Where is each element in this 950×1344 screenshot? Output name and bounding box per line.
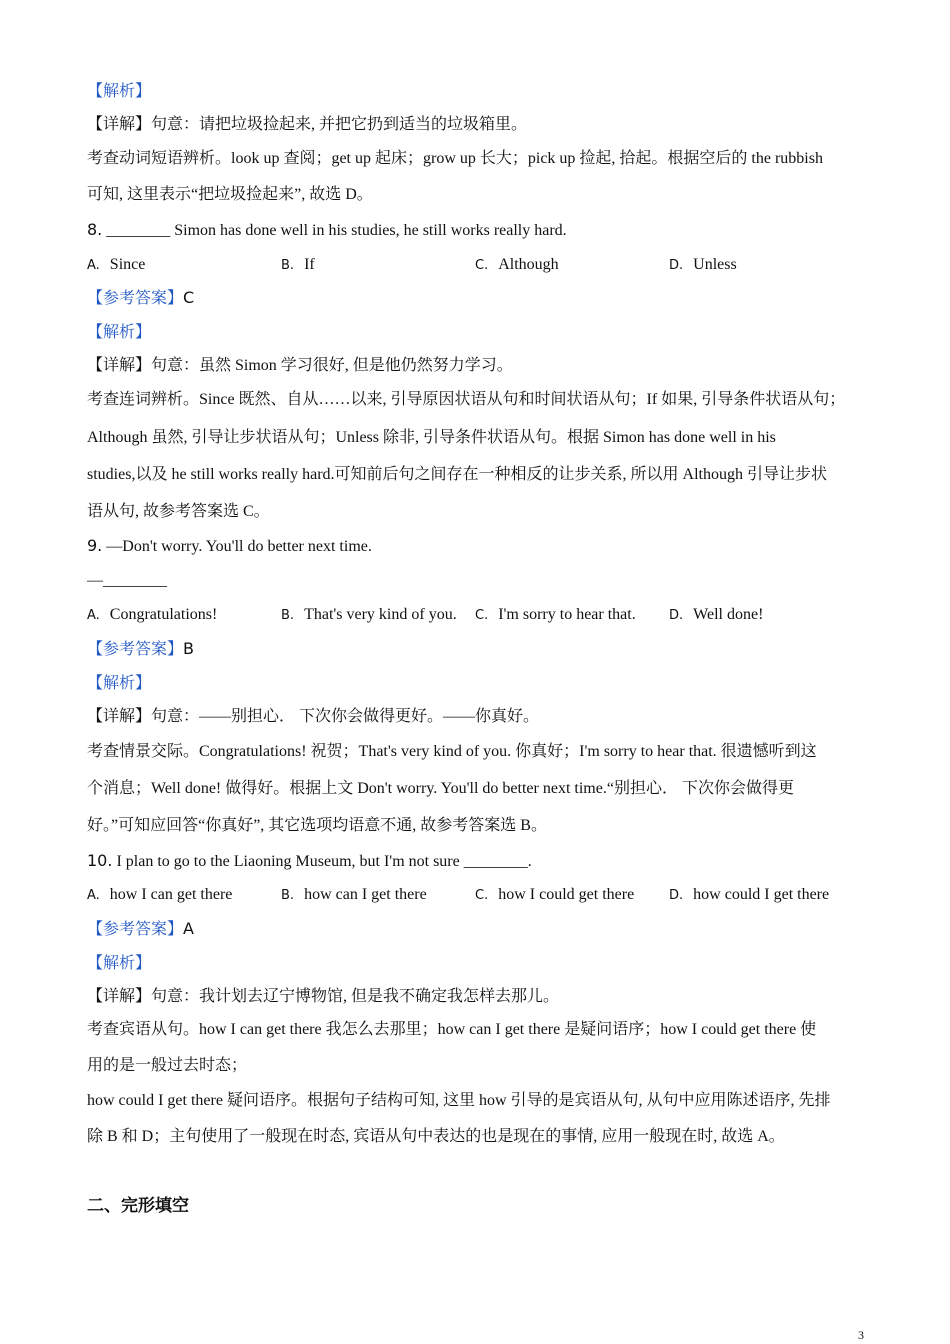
q9-option-a xyxy=(87,605,281,626)
q10-option-c xyxy=(475,885,669,906)
section-title: 二、完形填空 xyxy=(87,1196,189,1216)
q8-option-a xyxy=(87,255,281,276)
q8-analysis-line: Although 虽然, 引导让步状语从句；Unless 除非, 引导条件状语从句。根据 Simon has done well in his xyxy=(87,429,776,446)
option-text: Congratulations! xyxy=(109,606,218,623)
q9-answer xyxy=(87,639,194,660)
option-text: how can I get there xyxy=(304,886,427,903)
option-label: C. xyxy=(475,258,489,273)
q9-detail: 【详解】句意：——别担心． 下次你会做得更好。——你真好。 xyxy=(87,708,540,725)
option-label: C. xyxy=(475,608,489,623)
option-text: Although xyxy=(498,256,559,273)
option-text: Since xyxy=(109,256,146,273)
q10-option-d xyxy=(669,885,863,906)
q10-options xyxy=(87,885,863,906)
answer-value: C xyxy=(183,288,195,307)
q9-stem-text: —Don't worry. You'll do better next time. xyxy=(102,538,372,555)
q10-detail: 【详解】句意：我计划去辽宁博物馆, 但是我不确定我怎样去那儿。 xyxy=(87,988,560,1005)
q10-analysis-line: 考查宾语从句。how I can get there 我怎么去那里；how can I get there 是疑问语序；how I could get there 使 xyxy=(87,1021,817,1038)
q8-answer xyxy=(87,288,194,309)
option-label: D. xyxy=(669,258,684,273)
q8-jiexi-label: 【解析】 xyxy=(87,324,152,341)
q9-option-d xyxy=(669,605,863,626)
answer-label: 【参考答案】 xyxy=(87,641,184,658)
answer-value: A xyxy=(183,919,194,938)
q10-number: 10. xyxy=(87,851,113,870)
q10-analysis-line: 用的是一般过去时态； xyxy=(87,1057,248,1074)
option-text: If xyxy=(304,256,315,273)
option-label: D. xyxy=(669,608,684,623)
q7-analysis-line: 可知, 这里表示“把垃圾捡起来”, 故选 D。 xyxy=(87,186,373,203)
q9-option-c xyxy=(475,605,669,626)
option-label: A. xyxy=(87,888,100,903)
option-label: A. xyxy=(87,258,100,273)
q9-option-b xyxy=(281,605,475,626)
option-label: A. xyxy=(87,608,100,623)
option-label: B. xyxy=(281,888,295,903)
q10-stem xyxy=(87,851,532,872)
q8-options xyxy=(87,255,863,276)
option-label: B. xyxy=(281,258,295,273)
q8-number: 8. xyxy=(87,220,103,239)
q8-option-d xyxy=(669,255,863,276)
option-label: D. xyxy=(669,888,684,903)
answer-label: 【参考答案】 xyxy=(87,921,184,938)
q8-option-c xyxy=(475,255,669,276)
q9-number: 9. xyxy=(87,536,103,555)
q9-options xyxy=(87,605,863,626)
q9-jiexi-label: 【解析】 xyxy=(87,675,152,692)
q8-analysis-line: 考查连词辨析。Since 既然、自从……以来, 引导原因状语从句和时间状语从句；If 如果, 引导条件状语从句； xyxy=(87,391,846,408)
q8-analysis-line: studies,以及 he still works really hard.可知前后句之间存在一种相反的让步关系, 所以用 Although 引导让步状 xyxy=(87,466,827,483)
answer-label: 【参考答案】 xyxy=(87,290,184,307)
q8-detail: 【详解】句意：虽然 Simon 学习很好, 但是他仍然努力学习。 xyxy=(87,357,513,374)
q10-option-b xyxy=(281,885,475,906)
option-text: Well done! xyxy=(693,606,764,623)
q7-detail: 【详解】句意：请把垃圾捡起来, 并把它扔到适当的垃圾箱里。 xyxy=(87,116,528,133)
q10-jiexi-label: 【解析】 xyxy=(87,955,152,972)
option-text: That's very kind of you. xyxy=(304,606,457,623)
q9-analysis-line: 好。”可知应回答“你真好”, 其它选项均语意不通, 故参考答案选 B。 xyxy=(87,817,547,834)
answer-value: B xyxy=(183,639,194,658)
option-text: how I could get there xyxy=(498,886,635,903)
q10-answer xyxy=(87,919,194,940)
q8-stem-text: ________ Simon has done well in his studies, he still works really hard. xyxy=(102,222,567,239)
q8-analysis-line: 语从句, 故参考答案选 C。 xyxy=(87,503,270,520)
q10-stem-text: I plan to go to the Liaoning Museum, but I'm not sure ________. xyxy=(112,853,532,870)
q9-analysis-line: 个消息；Well done! 做得好。根据上文 Don't worry. You'll do better next time.“别担心． 下次你会做得更 xyxy=(87,780,794,797)
q10-analysis-line: how could I get there 疑问语序。根据句子结构可知, 这里 how 引导的是宾语从句, 从句中应用陈述语序, 先排 xyxy=(87,1092,831,1109)
q8-stem xyxy=(87,220,567,241)
option-label: C. xyxy=(475,888,489,903)
q10-option-a xyxy=(87,885,281,906)
option-text: how I can get there xyxy=(109,886,233,903)
q7-jiexi-label: 【解析】 xyxy=(87,83,152,100)
q10-analysis-line: 除 B 和 D；主句使用了一般现在时态, 宾语从句中表达的也是现在的事情, 应用一般现在时, 故选 A。 xyxy=(87,1128,785,1145)
q9-stem-reply: —________ xyxy=(87,572,167,589)
option-label: B. xyxy=(281,608,295,623)
q8-option-b xyxy=(281,255,475,276)
q9-analysis-line: 考查情景交际。Congratulations! 祝贺；That's very kind of you. 你真好；I'm sorry to hear that. 很遗憾听到这 xyxy=(87,743,817,760)
q9-stem xyxy=(87,536,372,557)
option-text: Unless xyxy=(693,256,737,273)
q7-analysis-line: 考查动词短语辨析。look up 查阅；get up 起床；grow up 长大；pick up 捡起, 拾起。根据空后的 the rubbish xyxy=(87,150,823,167)
page-number: 3 xyxy=(858,1328,864,1342)
option-text: I'm sorry to hear that. xyxy=(498,606,636,623)
option-text: how could I get there xyxy=(693,886,830,903)
